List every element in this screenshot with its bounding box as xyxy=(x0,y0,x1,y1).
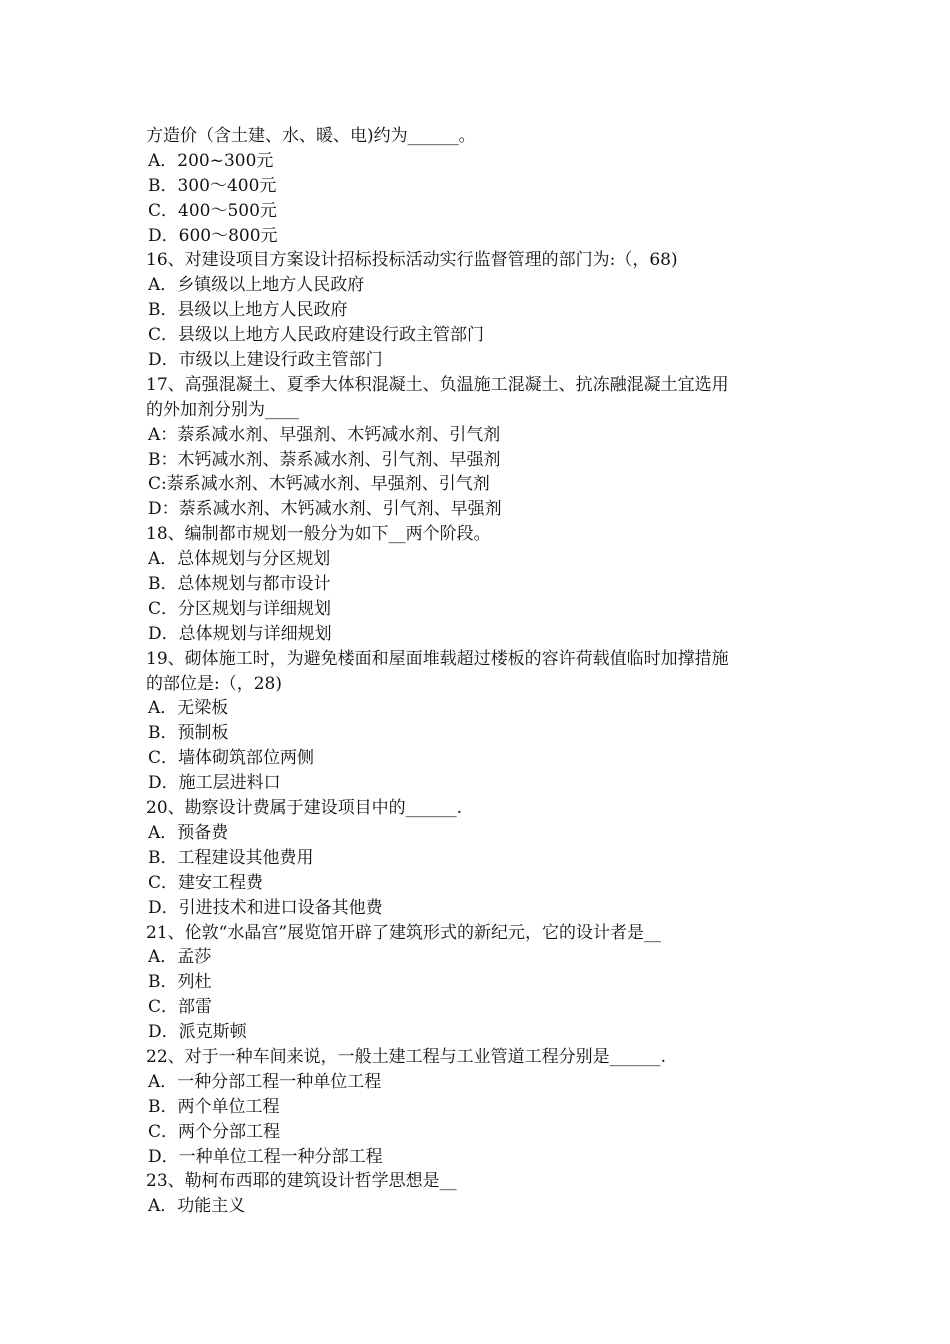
option-d: D．施工层进料口 xyxy=(148,773,281,794)
option-a: A．无梁板 xyxy=(148,698,229,719)
option-c: C．县级以上地方人民政府建设行政主管部门 xyxy=(148,325,485,346)
question-15-continuation: 方造价（含土建、水、暖、电)约为______。 xyxy=(146,126,476,146)
option-a: A．一种分部工程一种单位工程 xyxy=(148,1071,382,1092)
option-c: C．两个分部工程 xyxy=(148,1121,281,1142)
option-b: B．两个单位工程 xyxy=(148,1096,280,1117)
option-a: A．功能主义 xyxy=(148,1196,246,1217)
option-d: D．总体规划与详细规划 xyxy=(148,623,332,644)
question-21: 21、伦敦“水晶宫”展览馆开辟了建筑形式的新纪元，它的设计者是__ xyxy=(146,922,662,943)
option-c: C:萘系减水剂、木钙减水剂、早强剂、引气剂 xyxy=(148,474,490,495)
option-c: C．分区规划与详细规划 xyxy=(148,598,332,619)
question-20: 20、勘察设计费属于建设项目中的______. xyxy=(146,798,463,819)
option-b: B：木钙减水剂、萘系减水剂、引气剂、早强剂 xyxy=(148,449,501,470)
option-c: C．墙体砌筑部位两侧 xyxy=(148,748,315,769)
option-b: B．总体规划与都市设计 xyxy=(148,574,331,595)
option-a: A．预备费 xyxy=(148,822,229,843)
question-18: 18、编制都市规划一般分为如下__两个阶段。 xyxy=(146,524,491,545)
question-19-continuation: 的部位是:（，28) xyxy=(146,673,282,694)
option-b: B．预制板 xyxy=(148,723,229,744)
question-16: 16、对建设项目方案设计招标投标活动实行监督管理的部门为:（，68) xyxy=(146,250,678,271)
question-23: 23、勒柯布西耶的建筑设计哲学思想是__ xyxy=(146,1171,457,1192)
option-b: B．列杜 xyxy=(148,972,212,993)
option-d: D．600～800元 xyxy=(148,225,278,246)
question-19: 19、砌体施工时，为避免楼面和屋面堆载超过楼板的容许荷载值临时加撑措施 xyxy=(146,648,729,669)
option-b: B．300～400元 xyxy=(148,175,277,196)
option-c: C．建安工程费 xyxy=(148,872,264,893)
option-d: D．引进技术和进口设备其他费 xyxy=(148,897,383,918)
option-d: D．派克斯顿 xyxy=(148,1022,247,1043)
option-c: C．部雷 xyxy=(148,997,213,1018)
option-b: B．工程建设其他费用 xyxy=(148,847,314,868)
option-b: B．县级以上地方人民政府 xyxy=(148,300,348,321)
question-22: 22、对于一种车间来说，一般土建工程与工业管道工程分别是______. xyxy=(146,1046,667,1067)
option-a: A．总体规划与分区规划 xyxy=(148,549,331,570)
question-17: 17、高强混凝土、夏季大体积混凝土、负温施工混凝土、抗冻融混凝土宜选用 xyxy=(146,374,729,395)
document-body xyxy=(146,124,826,1219)
option-a: A．孟莎 xyxy=(148,947,212,968)
question-17-continuation: 的外加剂分别为____ xyxy=(146,399,299,420)
option-a: A．乡镇级以上地方人民政府 xyxy=(148,275,365,296)
option-d: D．一种单位工程一种分部工程 xyxy=(148,1146,383,1167)
option-d: D．市级以上建设行政主管部门 xyxy=(148,350,383,371)
option-c: C．400～500元 xyxy=(148,200,277,221)
option-d: D：萘系减水剂、木钙减水剂、引气剂、早强剂 xyxy=(148,499,502,520)
option-a: A：萘系减水剂、早强剂、木钙减水剂、引气剂 xyxy=(148,424,501,445)
option-a: A．200~300元 xyxy=(148,150,274,171)
